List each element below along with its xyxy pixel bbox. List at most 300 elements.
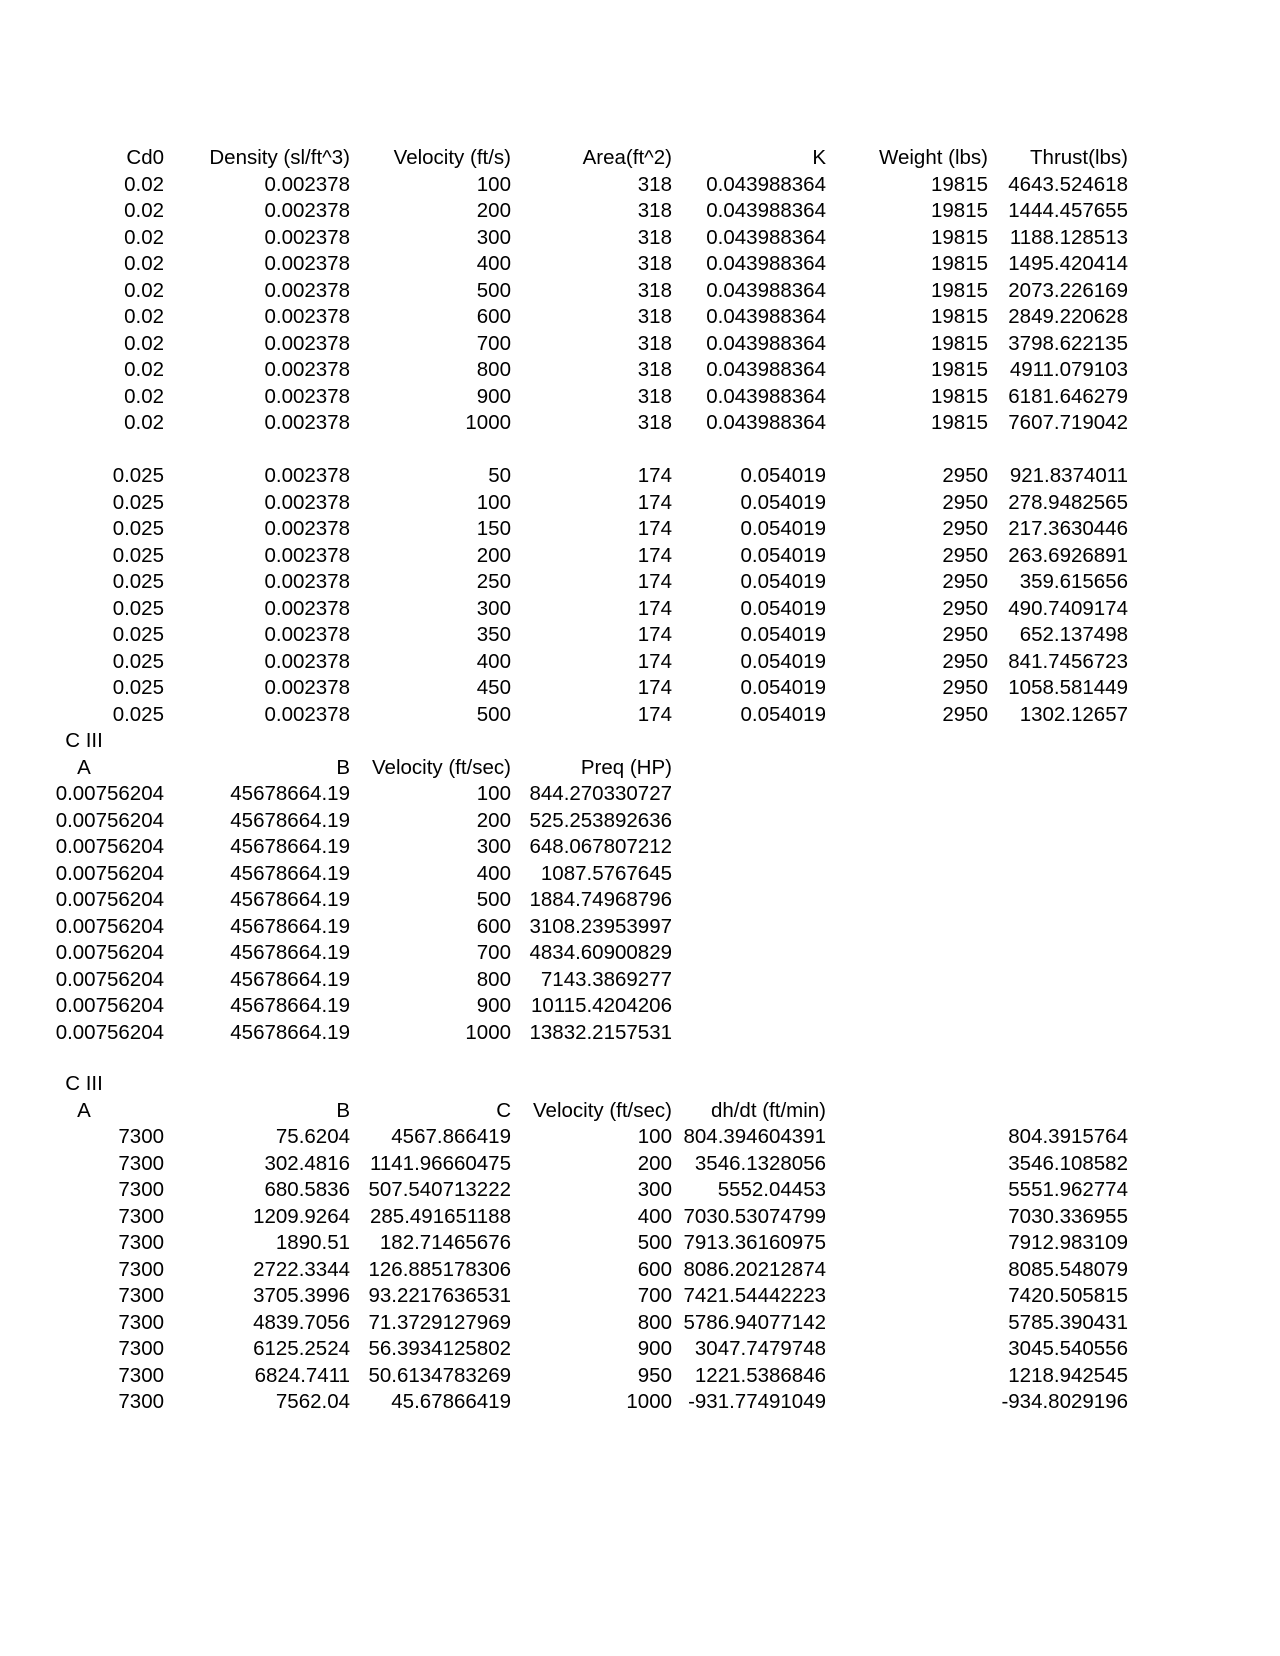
- table2-data-cell: 174: [637, 597, 672, 620]
- table3-data-cell: 1000: [465, 1021, 511, 1044]
- table2-data-cell: 2950: [942, 676, 988, 699]
- table4-data-row: [0, 1124, 1280, 1150]
- table2-data-cell: 174: [637, 464, 672, 487]
- table4-data-cell: 507.540713222: [368, 1178, 511, 1201]
- table2-data-row: [0, 490, 1280, 516]
- table2-data-cell: 0.025: [112, 703, 164, 726]
- table1-data-row: [0, 225, 1280, 251]
- table2-data-cell: 0.002378: [264, 703, 350, 726]
- table3-data-cell: 900: [476, 994, 511, 1017]
- table1-data-cell: 1188.128513: [1009, 226, 1128, 249]
- table3-data-cell: 800: [476, 968, 511, 991]
- table2-data-cell: 0.002378: [264, 623, 350, 646]
- table2-data-cell: 0.002378: [264, 464, 350, 487]
- table4-title-row: [0, 1071, 1280, 1097]
- table1-data-cell: 0.043988364: [706, 226, 826, 249]
- table2-data-cell: 2950: [942, 597, 988, 620]
- table4-data-cell: 6125.2524: [253, 1337, 350, 1360]
- table2-data-row: [0, 569, 1280, 595]
- table1-data-cell: 2849.220628: [1008, 305, 1128, 328]
- table1-data-cell: 0.002378: [264, 411, 350, 434]
- table1-data-cell: 0.002378: [264, 173, 350, 196]
- table2-data-cell: 2950: [942, 570, 988, 593]
- table2-data-row: [0, 543, 1280, 569]
- table1-data-row: [0, 172, 1280, 198]
- table3-data-row: [0, 993, 1280, 1019]
- table2-data-cell: 0.025: [112, 491, 164, 514]
- table2-data-row: [0, 675, 1280, 701]
- table3-data-row: [0, 914, 1280, 940]
- table4-data-cell: 1218.942545: [1008, 1364, 1128, 1387]
- table1-data-cell: 0.043988364: [706, 279, 826, 302]
- table1-data-cell: 318: [637, 358, 672, 381]
- table1-data-cell: 19815: [930, 385, 988, 408]
- table3-header-row: [0, 755, 1280, 781]
- table3-data-cell: 1884.74968796: [529, 888, 672, 911]
- table1-data-cell: 318: [637, 332, 672, 355]
- table1-data-cell: 2073.226169: [1008, 279, 1128, 302]
- table4-data-row: [0, 1204, 1280, 1230]
- table4-data-cell: 5551.962774: [1008, 1178, 1128, 1201]
- table1-data-cell: 19815: [930, 279, 988, 302]
- table4-data-cell: 600: [637, 1258, 672, 1281]
- table3-title: C III: [65, 729, 103, 752]
- table3-data-cell: 525.253892636: [529, 809, 672, 832]
- table1-data-row: [0, 304, 1280, 330]
- table1-data-row: [0, 251, 1280, 277]
- table4-data-cell: 700: [637, 1284, 672, 1307]
- table4-data-cell: 7300: [118, 1231, 164, 1254]
- table3-data-cell: 0.00756204: [55, 888, 164, 911]
- table2-data-cell: 0.054019: [740, 623, 826, 646]
- table1-data-cell: 0.043988364: [706, 199, 826, 222]
- table3-data-cell: 0.00756204: [55, 968, 164, 991]
- table2-data-cell: 200: [476, 544, 511, 567]
- table3-data-cell: 45678664.19: [230, 888, 350, 911]
- table2-data-cell: 2950: [942, 491, 988, 514]
- table3-data-cell: 45678664.19: [230, 941, 350, 964]
- table1-header-cell: Area(ft^2): [582, 146, 672, 169]
- table4-data-cell: 7300: [118, 1152, 164, 1175]
- table4-data-cell: 5785.390431: [1008, 1311, 1128, 1334]
- table2-data-cell: 150: [476, 517, 511, 540]
- table4-data-cell: 3546.108582: [1008, 1152, 1128, 1175]
- table1-data-cell: 318: [637, 385, 672, 408]
- table4-data-row: [0, 1363, 1280, 1389]
- table2-data-cell: 0.025: [112, 597, 164, 620]
- table1-data-cell: 900: [476, 385, 511, 408]
- table2-data-cell: 0.002378: [264, 570, 350, 593]
- table2-data-cell: 174: [637, 650, 672, 673]
- table4-data-cell: -934.8029196: [1001, 1390, 1128, 1413]
- table2-data-cell: 921.8374011: [1009, 464, 1128, 487]
- table1-data-cell: 1444.457655: [1008, 199, 1128, 222]
- table4-data-cell: 3045.540556: [1008, 1337, 1128, 1360]
- table1-data-cell: 0.02: [124, 332, 164, 355]
- table3-data-cell: 600: [476, 915, 511, 938]
- table4-data-row: [0, 1151, 1280, 1177]
- table3-data-row: [0, 834, 1280, 860]
- table2-data-cell: 0.002378: [264, 544, 350, 567]
- table1-data-cell: 318: [637, 199, 672, 222]
- table3-data-row: [0, 967, 1280, 993]
- table1-data-cell: 318: [637, 279, 672, 302]
- table2-data-cell: 2950: [942, 703, 988, 726]
- table4-data-cell: 302.4816: [264, 1152, 350, 1175]
- table4-data-cell: 7030.53074799: [683, 1205, 826, 1228]
- table1-data-cell: 0.043988364: [706, 358, 826, 381]
- table2-data-cell: 841.7456723: [1008, 650, 1128, 673]
- table1-data-cell: 200: [476, 199, 511, 222]
- table4-data-cell: 7562.04: [275, 1390, 350, 1413]
- table1-data-cell: 0.043988364: [706, 385, 826, 408]
- table4-data-cell: 680.5836: [264, 1178, 350, 1201]
- table4-data-cell: 8086.20212874: [683, 1258, 826, 1281]
- table2-data-cell: 174: [637, 491, 672, 514]
- table3-data-cell: 0.00756204: [55, 862, 164, 885]
- table1-data-row: [0, 331, 1280, 357]
- table3-header-cell: A: [77, 756, 91, 779]
- table2-data-cell: 174: [637, 570, 672, 593]
- table4-header-row: [0, 1098, 1280, 1124]
- table4-data-cell: 126.885178306: [368, 1258, 511, 1281]
- table2-data-cell: 0.054019: [740, 597, 826, 620]
- table2-data-cell: 0.054019: [740, 570, 826, 593]
- table2-data-cell: 0.002378: [264, 517, 350, 540]
- table2-data-cell: 50: [488, 464, 511, 487]
- table4-data-cell: 7300: [118, 1390, 164, 1413]
- table2-data-cell: 0.025: [112, 517, 164, 540]
- table4-data-cell: 75.6204: [275, 1125, 350, 1148]
- table4-data-cell: 500: [637, 1231, 672, 1254]
- table2-data-cell: 250: [476, 570, 511, 593]
- table3-data-cell: 700: [476, 941, 511, 964]
- table1-data-cell: 0.043988364: [706, 252, 826, 275]
- table2-data-cell: 1302.12657: [1019, 703, 1128, 726]
- table2-data-cell: 0.002378: [264, 491, 350, 514]
- table3-data-cell: 3108.23953997: [529, 915, 672, 938]
- table1-data-cell: 600: [476, 305, 511, 328]
- table1-data-row: [0, 410, 1280, 436]
- table2-data-cell: 490.7409174: [1008, 597, 1128, 620]
- table4-data-cell: 7420.505815: [1008, 1284, 1128, 1307]
- table2-data-cell: 0.025: [112, 623, 164, 646]
- table4-header-cell: Velocity (ft/sec): [533, 1099, 672, 1122]
- table1-data-cell: 7607.719042: [1008, 411, 1128, 434]
- table4-data-row: [0, 1310, 1280, 1336]
- table3-data-cell: 45678664.19: [230, 968, 350, 991]
- table1-header-cell: Thrust(lbs): [1030, 146, 1128, 169]
- table2-data-cell: 300: [476, 597, 511, 620]
- table4-data-cell: 7300: [118, 1311, 164, 1334]
- table3-data-cell: 0.00756204: [55, 782, 164, 805]
- table4-header-cell: dh/dt (ft/min): [710, 1099, 826, 1122]
- table4-data-cell: 200: [637, 1152, 672, 1175]
- table4-data-cell: 7300: [118, 1258, 164, 1281]
- table3-header-cell: Velocity (ft/sec): [372, 756, 511, 779]
- table3-data-cell: 7143.3869277: [540, 968, 672, 991]
- table1-data-row: [0, 357, 1280, 383]
- table2-data-cell: 0.054019: [740, 491, 826, 514]
- table1-data-cell: 4643.524618: [1008, 173, 1128, 196]
- table4-header-cell: C: [496, 1099, 511, 1122]
- table1-data-cell: 0.002378: [264, 305, 350, 328]
- table2-data-cell: 0.054019: [740, 464, 826, 487]
- table2-data-cell: 2950: [942, 464, 988, 487]
- table2-data-row: [0, 622, 1280, 648]
- table1-data-cell: 100: [476, 173, 511, 196]
- table3-data-cell: 0.00756204: [55, 809, 164, 832]
- table4-data-cell: 1221.5386846: [694, 1364, 826, 1387]
- table1-data-cell: 0.02: [124, 385, 164, 408]
- table1-data-cell: 19815: [930, 411, 988, 434]
- table1-data-cell: 19815: [930, 332, 988, 355]
- table2-data-cell: 500: [476, 703, 511, 726]
- table3-data-cell: 0.00756204: [55, 835, 164, 858]
- table1-data-cell: 800: [476, 358, 511, 381]
- table2-data-cell: 0.054019: [740, 517, 826, 540]
- table4-data-cell: 3546.1328056: [694, 1152, 826, 1175]
- table4-data-cell: 950: [637, 1364, 672, 1387]
- table4-data-row: [0, 1283, 1280, 1309]
- table1-data-row: [0, 278, 1280, 304]
- table1-data-cell: 0.002378: [264, 226, 350, 249]
- table1-data-cell: 19815: [930, 305, 988, 328]
- table3-data-cell: 0.00756204: [55, 1021, 164, 1044]
- table4-data-cell: 8085.548079: [1008, 1258, 1128, 1281]
- table3-header-cell: Preq (HP): [580, 756, 672, 779]
- table2-data-cell: 652.137498: [1019, 623, 1128, 646]
- table1-data-cell: 318: [637, 173, 672, 196]
- table3-data-cell: 4834.60900829: [529, 941, 672, 964]
- table2-data-cell: 0.054019: [740, 544, 826, 567]
- table4-data-cell: 3705.3996: [253, 1284, 350, 1307]
- table3-data-cell: 45678664.19: [230, 835, 350, 858]
- table2-data-cell: 174: [637, 703, 672, 726]
- table1-data-cell: 300: [476, 226, 511, 249]
- table1-data-cell: 700: [476, 332, 511, 355]
- table1-data-cell: 400: [476, 252, 511, 275]
- table1-data-cell: 0.02: [124, 305, 164, 328]
- table4-data-cell: 7300: [118, 1205, 164, 1228]
- table2-data-cell: 0.002378: [264, 650, 350, 673]
- table4-data-cell: 900: [637, 1337, 672, 1360]
- table1-data-cell: 0.02: [124, 252, 164, 275]
- table4-data-cell: 7300: [118, 1125, 164, 1148]
- table2-data-row: [0, 649, 1280, 675]
- table3-data-cell: 45678664.19: [230, 782, 350, 805]
- table1-data-cell: 318: [637, 252, 672, 275]
- table2-data-cell: 100: [476, 491, 511, 514]
- table3-data-row: [0, 808, 1280, 834]
- table2-data-row: [0, 596, 1280, 622]
- table3-data-cell: 200: [476, 809, 511, 832]
- table4-data-cell: 7912.983109: [1008, 1231, 1128, 1254]
- table3-data-cell: 400: [476, 862, 511, 885]
- table3-data-cell: 45678664.19: [230, 1021, 350, 1044]
- table1-header-cell: Density (sl/ft^3): [209, 146, 350, 169]
- table4-data-cell: 300: [637, 1178, 672, 1201]
- table2-data-cell: 278.9482565: [1008, 491, 1128, 514]
- table2-data-cell: 174: [637, 623, 672, 646]
- table1-data-cell: 0.02: [124, 226, 164, 249]
- table1-data-cell: 1495.420414: [1008, 252, 1128, 275]
- table4-data-cell: 285.491651188: [370, 1205, 511, 1228]
- table4-data-cell: 7300: [118, 1337, 164, 1360]
- table3-data-cell: 45678664.19: [230, 915, 350, 938]
- table1-data-row: [0, 198, 1280, 224]
- table3-data-cell: 100: [476, 782, 511, 805]
- table4-data-cell: 800: [637, 1311, 672, 1334]
- table4-data-cell: 6824.7411: [254, 1364, 350, 1387]
- table1-data-cell: 19815: [930, 173, 988, 196]
- table4-header-cell: B: [336, 1099, 350, 1122]
- table1-data-cell: 19815: [930, 252, 988, 275]
- table1-data-cell: 19815: [930, 199, 988, 222]
- table4-data-row: [0, 1230, 1280, 1256]
- table4-data-cell: 56.3934125802: [368, 1337, 511, 1360]
- table4-data-cell: 182.71465676: [379, 1231, 511, 1254]
- table2-data-cell: 359.615656: [1019, 570, 1128, 593]
- table1-data-cell: 0.02: [124, 173, 164, 196]
- table1-data-cell: 0.02: [124, 411, 164, 434]
- table1-data-cell: 500: [476, 279, 511, 302]
- table3-title-row: [0, 728, 1280, 754]
- table4-title: C III: [65, 1072, 103, 1095]
- table2-data-row: [0, 702, 1280, 728]
- table1-data-cell: 0.02: [124, 358, 164, 381]
- table1-data-row: [0, 384, 1280, 410]
- table1-data-cell: 4911.079103: [1009, 358, 1128, 381]
- table4-data-cell: 3047.7479748: [694, 1337, 826, 1360]
- table2-data-cell: 2950: [942, 544, 988, 567]
- table2-data-cell: 2950: [942, 650, 988, 673]
- table1-data-cell: 0.043988364: [706, 332, 826, 355]
- table2-data-cell: 0.025: [112, 676, 164, 699]
- table4-data-cell: 100: [637, 1125, 672, 1148]
- table1-data-cell: 0.002378: [264, 385, 350, 408]
- table1-data-cell: 1000: [465, 411, 511, 434]
- table1-data-cell: 0.002378: [264, 358, 350, 381]
- table4-data-cell: -931.77491049: [688, 1390, 826, 1413]
- table4-data-cell: 4839.7056: [253, 1311, 350, 1334]
- table2-data-cell: 2950: [942, 517, 988, 540]
- table1-data-cell: 19815: [930, 226, 988, 249]
- table1-header-cell: Weight (lbs): [879, 146, 988, 169]
- table3-data-cell: 648.067807212: [529, 835, 672, 858]
- table4-data-cell: 804.3915764: [1008, 1125, 1128, 1148]
- table4-data-row: [0, 1177, 1280, 1203]
- table3-data-row: [0, 1020, 1280, 1046]
- table2-data-cell: 174: [637, 676, 672, 699]
- table2-data-cell: 2950: [942, 623, 988, 646]
- table3-data-cell: 300: [476, 835, 511, 858]
- table4-data-cell: 7300: [118, 1178, 164, 1201]
- table2-data-cell: 0.025: [112, 650, 164, 673]
- table4-data-cell: 804.394604391: [683, 1125, 826, 1148]
- table3-data-cell: 0.00756204: [55, 915, 164, 938]
- table3-data-cell: 45678664.19: [230, 809, 350, 832]
- table4-data-cell: 1141.96660475: [370, 1152, 511, 1175]
- table3-data-row: [0, 781, 1280, 807]
- table4-data-cell: 5786.94077142: [683, 1311, 826, 1334]
- table4-data-cell: 1000: [626, 1390, 672, 1413]
- table2-data-cell: 0.025: [112, 544, 164, 567]
- table4-data-cell: 7300: [118, 1284, 164, 1307]
- table1-data-cell: 0.02: [124, 199, 164, 222]
- table4-data-cell: 5552.04453: [717, 1178, 826, 1201]
- table2-data-cell: 0.054019: [740, 703, 826, 726]
- table1-data-cell: 0.002378: [264, 199, 350, 222]
- table4-data-cell: 4567.866419: [391, 1125, 511, 1148]
- table4-data-row: [0, 1389, 1280, 1415]
- table3-data-cell: 45678664.19: [230, 994, 350, 1017]
- table4-data-row: [0, 1257, 1280, 1283]
- table4-data-cell: 50.6134783269: [368, 1364, 511, 1387]
- table1-data-cell: 0.002378: [264, 332, 350, 355]
- table2-data-row: [0, 463, 1280, 489]
- table2-data-cell: 217.3630446: [1008, 517, 1128, 540]
- table3-data-cell: 45678664.19: [230, 862, 350, 885]
- table1-data-cell: 6181.646279: [1008, 385, 1128, 408]
- table1-header-cell: Velocity (ft/s): [393, 146, 511, 169]
- table3-data-row: [0, 887, 1280, 913]
- table2-data-cell: 174: [637, 544, 672, 567]
- table2-data-cell: 0.054019: [740, 650, 826, 673]
- table4-data-cell: 71.3729127969: [368, 1311, 511, 1334]
- table4-data-cell: 2722.3344: [253, 1258, 350, 1281]
- table2-data-cell: 0.025: [112, 464, 164, 487]
- table2-data-cell: 450: [476, 676, 511, 699]
- table1-header-cell: K: [812, 146, 826, 169]
- table1-header-row: [0, 145, 1280, 171]
- table1-data-cell: 0.002378: [264, 252, 350, 275]
- table3-data-row: [0, 940, 1280, 966]
- table2-data-cell: 0.025: [112, 570, 164, 593]
- table3-data-cell: 1087.5767645: [540, 862, 672, 885]
- table4-data-cell: 7421.54442223: [683, 1284, 826, 1307]
- table4-data-cell: 45.67866419: [391, 1390, 511, 1413]
- table2-data-row: [0, 516, 1280, 542]
- table2-data-cell: 174: [637, 517, 672, 540]
- table4-data-cell: 1890.51: [275, 1231, 350, 1254]
- table1-data-cell: 19815: [930, 358, 988, 381]
- table3-data-cell: 844.270330727: [529, 782, 672, 805]
- table3-data-cell: 500: [476, 888, 511, 911]
- table2-data-cell: 0.002378: [264, 676, 350, 699]
- table1-data-cell: 0.043988364: [706, 173, 826, 196]
- table3-data-cell: 10115.4204206: [531, 994, 672, 1017]
- table1-data-cell: 3798.622135: [1008, 332, 1128, 355]
- table3-data-cell: 0.00756204: [55, 994, 164, 1017]
- table1-data-cell: 318: [637, 226, 672, 249]
- table1-data-cell: 0.043988364: [706, 411, 826, 434]
- table3-header-cell: B: [336, 756, 350, 779]
- table4-header-cell: A: [77, 1099, 91, 1122]
- table2-data-cell: 1058.581449: [1008, 676, 1128, 699]
- table3-data-cell: 0.00756204: [55, 941, 164, 964]
- table4-data-cell: 7300: [118, 1364, 164, 1387]
- table4-data-cell: 7913.36160975: [683, 1231, 826, 1254]
- table4-data-cell: 93.2217636531: [368, 1284, 511, 1307]
- table1-data-cell: 0.002378: [264, 279, 350, 302]
- table1-data-cell: 318: [637, 305, 672, 328]
- table3-data-row: [0, 861, 1280, 887]
- table4-data-cell: 7030.336955: [1008, 1205, 1128, 1228]
- table2-data-cell: 263.6926891: [1008, 544, 1128, 567]
- table4-data-row: [0, 1336, 1280, 1362]
- table1-header-cell: Cd0: [126, 146, 164, 169]
